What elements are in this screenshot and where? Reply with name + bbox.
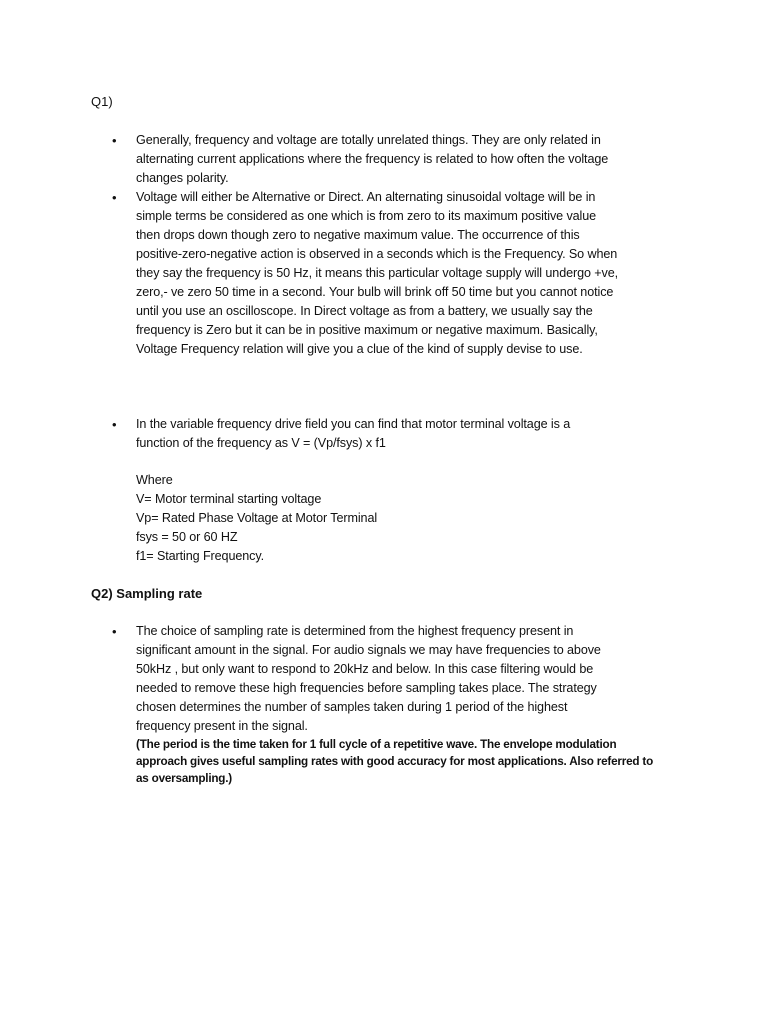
q1-bullet-3-text [136, 415, 696, 453]
text-line: Generally, frequency and voltage are totally unrelated things. They are only related in [136, 133, 601, 147]
text-line: zero,- ve zero 50 time in a second. Your bulb will brink off 50 time but you cannot notice [136, 285, 614, 299]
text-line: 50kHz , but only want to respond to 20kHz and below. In this case filtering would be [136, 662, 594, 676]
text-line: approach gives useful sampling rates with good accuracy for most applications. Also referred to [136, 755, 654, 768]
text-line: until you use an oscilloscope. In Direct voltage as from a battery, we usually say the [136, 304, 593, 318]
formula-definitions [136, 471, 696, 566]
text-line: The choice of sampling rate is determined from the highest frequency present in [136, 624, 574, 638]
text-line: f1= Starting Frequency. [136, 549, 265, 563]
text-line: In the variable frequency drive field you can find that motor terminal voltage is a [136, 417, 571, 431]
text-line: as oversampling.) [136, 772, 232, 785]
text-line: significant amount in the signal. For audio signals we may have frequencies to above [136, 643, 601, 657]
text-line: positive-zero-negative action is observed in a seconds which is the Frequency. So when [136, 247, 618, 261]
text-line: Voltage Frequency relation will give you a clue of the kind of supply devise to use. [136, 342, 583, 356]
text-line: then drops down though zero to negative maximum value. The occurrence of this [136, 228, 580, 242]
q1-bullet-1-text [136, 131, 696, 188]
text-line: Voltage will either be Alternative or Direct. An alternating sinusoidal voltage will be in [136, 190, 596, 204]
q1-heading: Q1) [91, 94, 113, 109]
bullet-marker: • [112, 624, 117, 639]
q2-heading: Q2) Sampling rate [91, 586, 203, 601]
text-line: fsys = 50 or 60 HZ [136, 530, 238, 544]
text-line: Vp= Rated Phase Voltage at Motor Terminal [136, 511, 378, 525]
bullet-marker: • [112, 133, 117, 148]
text-line: (The period is the time taken for 1 full cycle of a repetitive wave. The envelope modulation [136, 738, 617, 751]
text-line: Where [136, 473, 173, 487]
text-line: function of the frequency as V = (Vp/fsys) x f1 [136, 436, 386, 450]
text-line: V= Motor terminal starting voltage [136, 492, 322, 506]
text-line: changes polarity. [136, 171, 229, 185]
bullet-marker: • [112, 190, 117, 205]
bullet-marker: • [112, 417, 117, 432]
text-line: frequency present in the signal. [136, 719, 308, 733]
text-line: alternating current applications where the frequency is related to how often the voltage [136, 152, 609, 166]
text-line: they say the frequency is 50 Hz, it means this particular voltage supply will undergo +ve, [136, 266, 619, 280]
text-line: chosen determines the number of samples taken during 1 period of the highest [136, 700, 568, 714]
text-line: needed to remove these high frequencies before sampling takes place. The strategy [136, 681, 597, 695]
q2-note [136, 736, 696, 787]
q2-bullet-1-text [136, 622, 696, 736]
text-line: frequency is Zero but it can be in positive maximum or negative maximum. Basically, [136, 323, 598, 337]
q1-bullet-2-text [136, 188, 696, 359]
text-line: simple terms be considered as one which is from zero to its maximum positive value [136, 209, 597, 223]
